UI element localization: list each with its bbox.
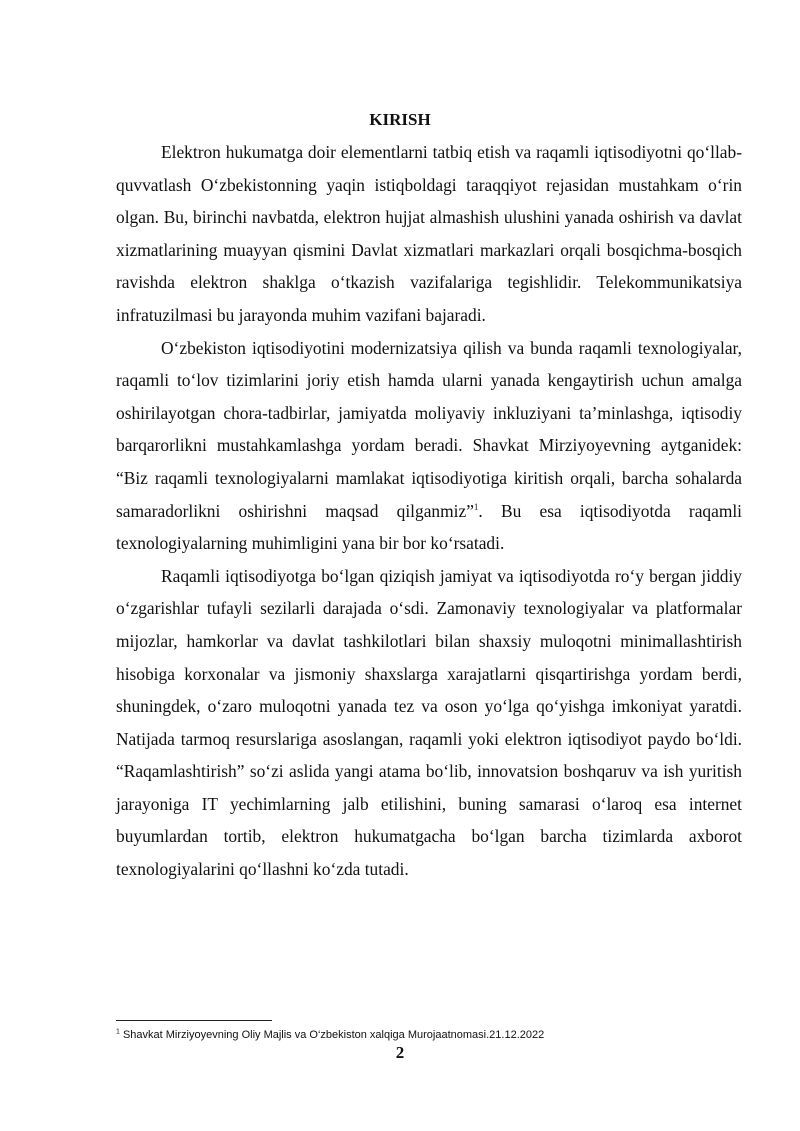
footnote-text: Shavkat Mirziyoyevning Oliy Majlis va O‘zbekiston xalqiga Murojaatnomasi.21.12.2022	[119, 1029, 545, 1041]
body-text	[116, 136, 742, 886]
paragraph-intro: Elektron hukumatga doir elementlarni tatbiq etish va raqamli iqtisodiyotni qo‘llab-quvvatlash O‘zbekistonning yaqin istiqboldagi taraqqiyot rejasidan mustahkam o‘rin olgan. Bu, birinchi navbatda, elektron hujjat almashish ulushini yanada oshirish va davlat xizmatlarining muayyan qismini Davlat xizmatlari markazlari orqali bosqichma-bosqich ravishda elektron shaklga o‘tkazish vazifalariga tegishlidir. Telekommunikatsiya infratuzilmasi bu jarayonda muhim vazifani bajaradi.	[116, 142, 742, 325]
paragraph-text-continued: . Bu esa iqtisodiyotda raqamli texnologiyalarning muhimligini yana bir bor ko‘rsatadi.	[116, 500, 743, 554]
footnote-marker: 1	[116, 1028, 120, 1036]
paragraph-text: O‘zbekiston iqtisodiyotini modernizatsiya qilish va bunda raqamli texnologiyalar, raqamli to‘lov tizimlarini joriy etish hamda ularni yanada kengaytirish uchun amalga oshirilayotgan chora-tadbirlar, jamiyatda moliyaviy inkluziyani ta’minlashga, iqtisodiy barqarorlikni mustahkamlashga yordam beradi. Shavkat Mirziyoyevning aytganidek: “Biz raqamli texnologiyalarni mamlakat iqtisodiyotiga kiritish orqali, barcha sohalarda samaradorlikni oshirishni maqsad qilganmiz”	[116, 337, 742, 521]
paragraph-modernization	[116, 332, 742, 560]
section-heading: KIRISH	[369, 110, 431, 129]
page-number: 2	[395, 1043, 405, 1062]
paragraph-digital-economy: Raqamli iqtisodiyotga bo‘lgan qiziqish jamiyat va iqtisodiyotda ro‘y bergan jiddiy o‘zgarishlar tufayli sezilarli darajada o‘sdi. Zamonaviy texnologiyalar va platformalar mijozlar, hamkorlar va davlat tashkilotlari bilan shaxsiy muloqotni minimallashtirish hisobiga korxonalar va jismoniy shaxslarga xarajatlarni qisqartirishga yordam berdi, shuningdek, o‘zaro muloqotni yanada tez va oson yo‘lga qo‘yishga imkoniyat yaratdi. Natijada tarmoq resurslariga asoslangan, raqamli yoki elektron iqtisodiyot paydo bo‘ldi. “Raqamlashtirish” so‘zi aslida yangi atama bo‘lib, innovatsion boshqaruv va ish yuritish jarayoniga IT yechimlarning jalb etilishini, buning samarasi o‘laroq esa internet buyumlardan tortib, elektron hukumatgacha bo‘lgan barcha tizimlarda axborot texnologiyalarini qo‘llashni ko‘zda tutadi.	[116, 565, 742, 880]
footnote-separator	[116, 1020, 272, 1021]
footnote-reference[interactable]: 1	[473, 501, 479, 512]
footnote	[116, 1028, 742, 1042]
